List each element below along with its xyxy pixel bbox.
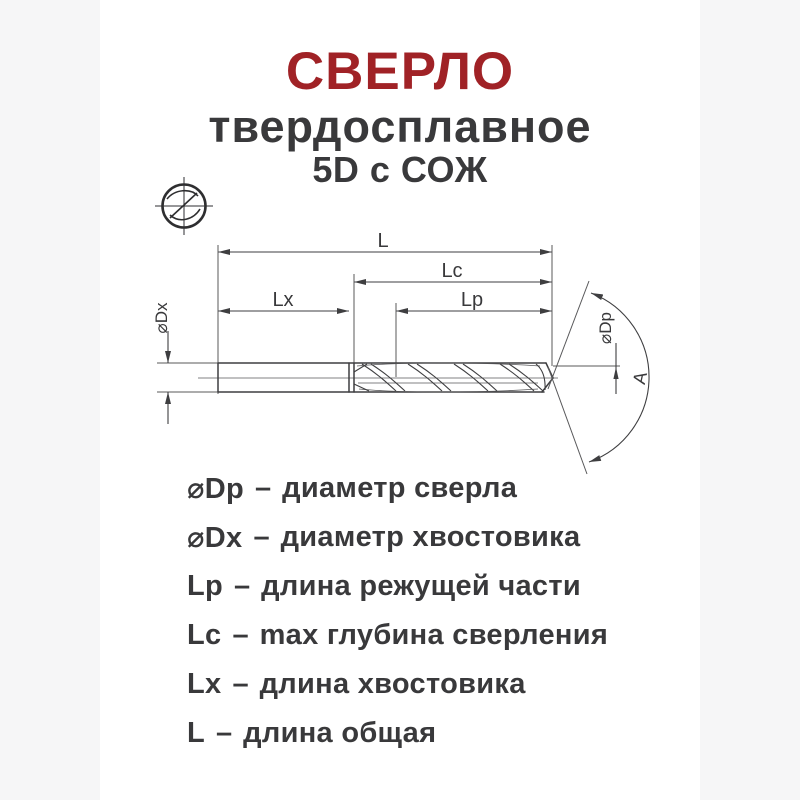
subtitle-material: твердосплавное xyxy=(208,101,592,152)
legend-desc: длина общая xyxy=(243,717,437,749)
dim-label-Lc: Lc xyxy=(441,260,463,282)
legend-term: L xyxy=(187,717,206,749)
legend-item-lp xyxy=(187,562,608,611)
dim-label-L: L xyxy=(377,230,389,252)
legend-dash: – xyxy=(232,668,249,700)
angle-line-lower xyxy=(548,367,587,474)
dim-dx xyxy=(157,331,218,424)
legend-desc: длина хвостовика xyxy=(259,668,526,700)
legend-dash: – xyxy=(253,521,270,553)
legend-item-lc xyxy=(187,611,608,660)
legend-dash: – xyxy=(255,472,272,504)
legend-term: ⌀Dp xyxy=(187,473,245,505)
legend-item-l xyxy=(187,709,608,758)
angle-label-A: A xyxy=(628,370,652,386)
dim-label-Dx: ⌀Dx xyxy=(152,302,171,334)
angle-line-upper xyxy=(548,281,589,389)
left-margin xyxy=(0,0,100,800)
legend-item-dp xyxy=(187,464,608,513)
legend-desc: длина режущей части xyxy=(261,570,581,602)
legend xyxy=(187,464,608,758)
right-margin xyxy=(700,0,800,800)
drill-technical-drawing xyxy=(100,170,700,480)
legend-desc: диаметр хвостовика xyxy=(280,521,581,553)
legend-item-lx xyxy=(187,660,608,709)
legend-term: Lc xyxy=(187,619,222,651)
page-title: СВЕРЛО xyxy=(285,42,515,101)
legend-item-dx xyxy=(187,513,608,562)
legend-dash: – xyxy=(216,717,233,749)
drill-body xyxy=(198,363,558,392)
drill-end-view-icon xyxy=(155,177,213,235)
legend-term: ⌀Dx xyxy=(187,522,243,554)
legend-desc: max глубина сверления xyxy=(259,619,609,651)
legend-term: Lp xyxy=(187,570,224,602)
dim-label-Dp: ⌀Dp xyxy=(596,312,615,344)
legend-dash: – xyxy=(234,570,251,602)
legend-dash: – xyxy=(232,619,249,651)
legend-desc: диаметр сверла xyxy=(282,472,518,504)
dim-label-Lx: Lx xyxy=(272,289,294,311)
legend-term: Lx xyxy=(187,668,222,700)
dimension-lines xyxy=(218,245,552,394)
helical-flutes xyxy=(354,363,543,392)
dim-label-Lp: Lp xyxy=(460,289,484,311)
subtitle-spec: 5D с СОЖ xyxy=(312,149,488,190)
